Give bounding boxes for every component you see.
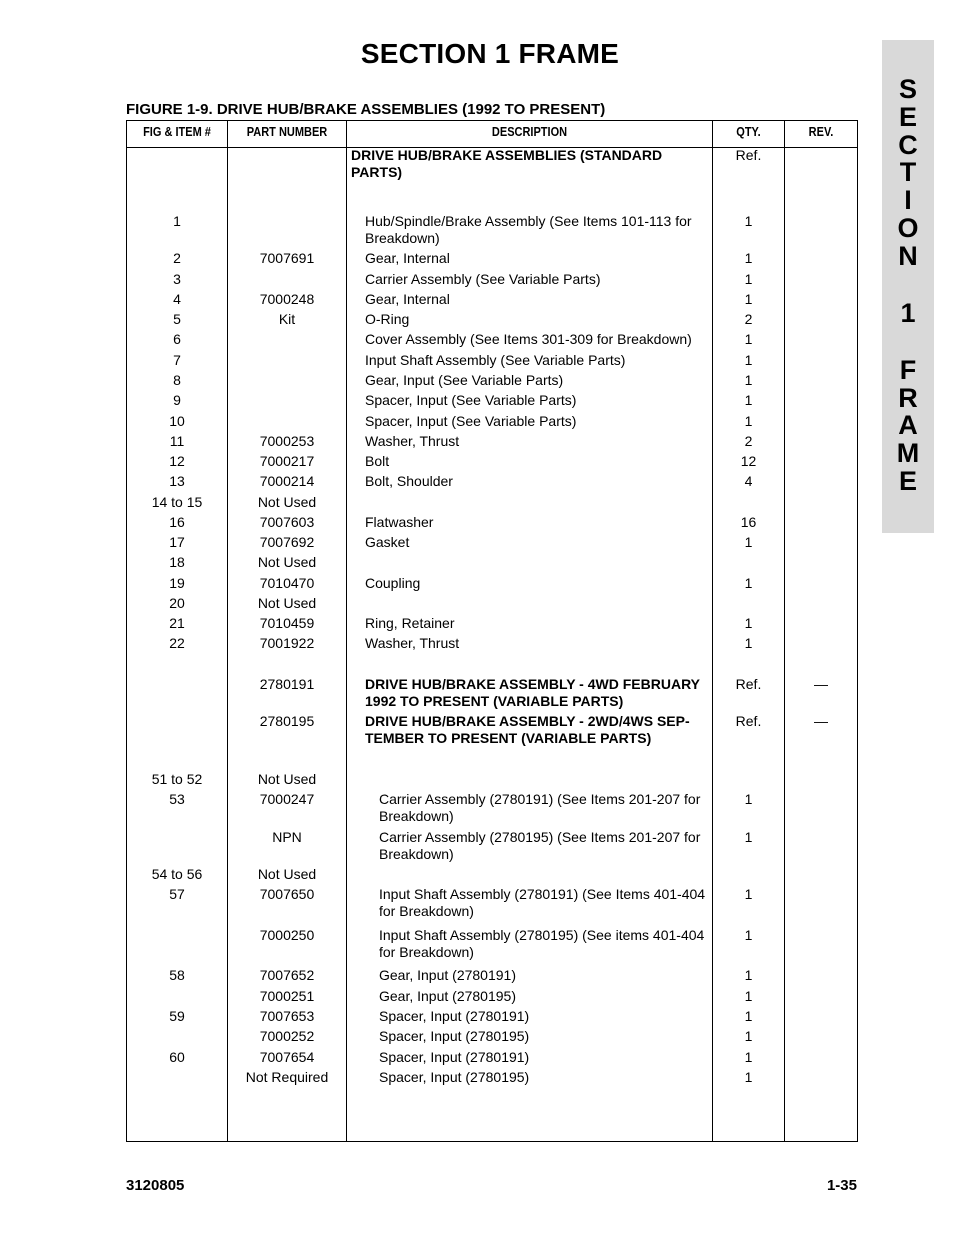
row-part-number: Not Used <box>257 866 317 882</box>
row-rev: — <box>814 713 828 729</box>
row-part-number: 7007692 <box>259 534 315 550</box>
row-part-number: NPN <box>272 829 302 845</box>
row-qty: 1 <box>744 886 753 902</box>
row-qty: 1 <box>744 392 753 408</box>
row-fig-item: 4 <box>173 291 181 307</box>
side-tab-letter: M <box>896 438 920 468</box>
row-part-number: 7007691 <box>259 250 315 266</box>
row-description: DRIVE HUB/BRAKE ASSEMBLY - 4WD FEBRUARY 1992 TO PRESENT (VARIABLE PARTS) <box>365 676 700 709</box>
row-fig-item: 9 <box>173 392 181 408</box>
row-qty: 2 <box>744 433 753 449</box>
row-part-number: 7000248 <box>259 291 315 307</box>
side-tab-letter: 1 <box>900 298 916 328</box>
row-description: Coupling <box>365 575 421 591</box>
row-fig-item: 1 <box>173 213 181 229</box>
side-tab-letter: A <box>898 410 918 440</box>
row-fig-item: 10 <box>169 413 185 429</box>
row-description: Spacer, Input (2780195) <box>379 1028 530 1044</box>
row-fig-item: 16 <box>169 514 185 530</box>
row-part-number: 2780195 <box>259 713 315 729</box>
row-fig-item: 57 <box>169 886 185 902</box>
parts-table <box>126 120 858 1142</box>
row-description: Hub/Spindle/Brake Assembly (See Items 101-113 for Breakdown) <box>365 213 692 246</box>
row-description: DRIVE HUB/BRAKE ASSEMBLY - 2WD/4WS SEP-TEMBER TO PRESENT (VARIABLE PARTS) <box>365 713 690 746</box>
row-description: Input Shaft Assembly (See Variable Parts) <box>365 352 626 368</box>
row-qty: 1 <box>744 534 753 550</box>
row-description: Spacer, Input (2780195) <box>379 1069 530 1085</box>
row-qty: 1 <box>744 413 753 429</box>
row-fig-item: 3 <box>173 271 181 287</box>
row-fig-item: 60 <box>169 1049 185 1065</box>
row-qty: 1 <box>744 1008 753 1024</box>
row-qty: 1 <box>744 575 753 591</box>
row-part-number: 7001922 <box>259 635 315 651</box>
header-fig-item: FIG & ITEM # <box>143 125 211 139</box>
column-divider <box>784 121 785 1141</box>
row-description: Gear, Internal <box>365 250 450 266</box>
row-qty: 1 <box>744 615 753 631</box>
page-number: 1-35 <box>826 1177 857 1194</box>
row-description: DRIVE HUB/BRAKE ASSEMBLIES (STANDARD PARTS) <box>351 147 663 180</box>
row-fig-item: 20 <box>169 595 185 611</box>
row-description: Gear, Internal <box>365 291 450 307</box>
row-part-number: 7007652 <box>259 967 315 983</box>
row-part-number: 7000251 <box>259 988 315 1004</box>
row-fig-item: 8 <box>173 372 181 388</box>
row-part-number: 2780191 <box>259 676 315 692</box>
row-qty: 1 <box>744 271 753 287</box>
row-description: Carrier Assembly (See Variable Parts) <box>365 271 601 287</box>
side-tab-letter: T <box>899 157 917 187</box>
row-description: O-Ring <box>365 311 410 327</box>
row-rev: — <box>814 676 828 692</box>
row-qty: 16 <box>740 514 757 530</box>
row-description: Spacer, Input (See Variable Parts) <box>365 392 577 408</box>
row-fig-item: 5 <box>173 311 181 327</box>
row-fig-item: 2 <box>173 250 181 266</box>
row-part-number: 7007650 <box>259 886 315 902</box>
row-fig-item: 59 <box>169 1008 185 1024</box>
row-description: Bolt <box>365 453 390 469</box>
row-description: Input Shaft Assembly (2780191) (See Items 401-404 for Breakdown) <box>379 886 706 919</box>
row-qty: 1 <box>744 967 753 983</box>
row-fig-item: 21 <box>169 615 185 631</box>
row-part-number: 7000217 <box>259 453 315 469</box>
row-description: Carrier Assembly (2780195) (See Items 201-207 for Breakdown) <box>379 829 701 862</box>
row-part-number: Not Used <box>257 771 317 787</box>
row-fig-item: 54 to 56 <box>151 866 203 882</box>
row-qty: 1 <box>744 250 753 266</box>
row-fig-item: 6 <box>173 331 181 347</box>
row-description: Gear, Input (See Variable Parts) <box>365 372 564 388</box>
row-qty: 1 <box>744 1028 753 1044</box>
figure-title: FIGURE 1-9. DRIVE HUB/BRAKE ASSEMBLIES (1992 TO PRESENT) <box>126 101 606 118</box>
row-description: Flatwasher <box>365 514 434 530</box>
row-part-number: 7000250 <box>259 927 315 943</box>
side-tab-letter: C <box>898 130 918 160</box>
row-description: Input Shaft Assembly (2780195) (See items 401-404 for Breakdown) <box>379 927 705 960</box>
side-tab-letter: E <box>898 466 917 496</box>
row-qty: 1 <box>744 635 753 651</box>
row-part-number: 7000214 <box>259 473 315 489</box>
row-description: Gear, Input (2780195) <box>379 988 516 1004</box>
row-description: Washer, Thrust <box>365 635 460 651</box>
header-rev: REV. <box>808 125 834 139</box>
row-part-number: 7000252 <box>259 1028 315 1044</box>
row-fig-item: 19 <box>169 575 185 591</box>
row-part-number: 7007653 <box>259 1008 315 1024</box>
section-side-tab <box>882 40 934 533</box>
row-fig-item: 53 <box>169 791 185 807</box>
row-description: Ring, Retainer <box>365 615 455 631</box>
row-part-number: Kit <box>278 311 296 327</box>
document-number: 3120805 <box>126 1177 185 1194</box>
page-title: SECTION 1 FRAME <box>360 38 620 69</box>
row-fig-item: 18 <box>169 554 185 570</box>
row-qty: Ref. <box>735 676 762 692</box>
row-qty: 1 <box>744 291 753 307</box>
row-fig-item: 58 <box>169 967 185 983</box>
row-qty: 1 <box>744 372 753 388</box>
row-fig-item: 11 <box>169 433 185 449</box>
side-tab-letter: F <box>899 355 917 385</box>
row-description: Carrier Assembly (2780191) (See Items 201-207 for Breakdown) <box>379 791 701 824</box>
row-description: Spacer, Input (See Variable Parts) <box>365 413 577 429</box>
row-fig-item: 7 <box>173 352 181 368</box>
side-tab-letter: N <box>898 241 918 271</box>
side-tab-letter: I <box>904 185 912 215</box>
row-qty: Ref. <box>735 147 762 163</box>
row-fig-item: 14 to 15 <box>151 494 203 510</box>
row-part-number: Not Used <box>257 595 317 611</box>
row-description: Spacer, Input (2780191) <box>379 1049 530 1065</box>
row-description: Cover Assembly (See Items 301-309 for Breakdown) <box>365 331 692 347</box>
row-fig-item: 13 <box>169 473 185 489</box>
header-qty: QTY. <box>736 125 761 139</box>
row-description: Bolt, Shoulder <box>365 473 453 489</box>
row-qty: 1 <box>744 213 753 229</box>
row-part-number: Not Used <box>257 494 317 510</box>
row-description: Gear, Input (2780191) <box>379 967 516 983</box>
row-fig-item: 51 to 52 <box>151 771 203 787</box>
row-qty: 4 <box>744 473 753 489</box>
header-description: DESCRIPTION <box>491 125 568 139</box>
row-part-number: 7000253 <box>259 433 315 449</box>
header-part-number: PART NUMBER <box>246 125 328 139</box>
row-part-number: 7000247 <box>259 791 315 807</box>
row-fig-item: 17 <box>169 534 185 550</box>
side-tab-letter: S <box>898 74 917 104</box>
row-description: Spacer, Input (2780191) <box>379 1008 530 1024</box>
side-tab-letter: R <box>898 383 918 413</box>
row-qty: 1 <box>744 927 753 943</box>
row-qty: 1 <box>744 352 753 368</box>
column-divider <box>346 121 347 1141</box>
row-qty: 1 <box>744 791 753 807</box>
row-qty: 2 <box>744 311 753 327</box>
side-tab-letter: E <box>898 102 917 132</box>
row-description: Gasket <box>365 534 410 550</box>
side-tab-letter: O <box>897 213 919 243</box>
row-qty: 1 <box>744 331 753 347</box>
row-part-number: 7007654 <box>259 1049 315 1065</box>
row-part-number: 7010459 <box>259 615 315 631</box>
row-part-number: Not Required <box>245 1069 329 1085</box>
row-qty: 1 <box>744 1069 753 1085</box>
row-part-number: Not Used <box>257 554 317 570</box>
row-fig-item: 12 <box>169 453 185 469</box>
row-description: Washer, Thrust <box>365 433 460 449</box>
row-qty: 1 <box>744 1049 753 1065</box>
row-fig-item: 22 <box>169 635 185 651</box>
row-qty: 12 <box>740 453 757 469</box>
row-part-number: 7007603 <box>259 514 315 530</box>
row-qty: 1 <box>744 829 753 845</box>
row-part-number: 7010470 <box>259 575 315 591</box>
row-qty: Ref. <box>735 713 762 729</box>
row-qty: 1 <box>744 988 753 1004</box>
